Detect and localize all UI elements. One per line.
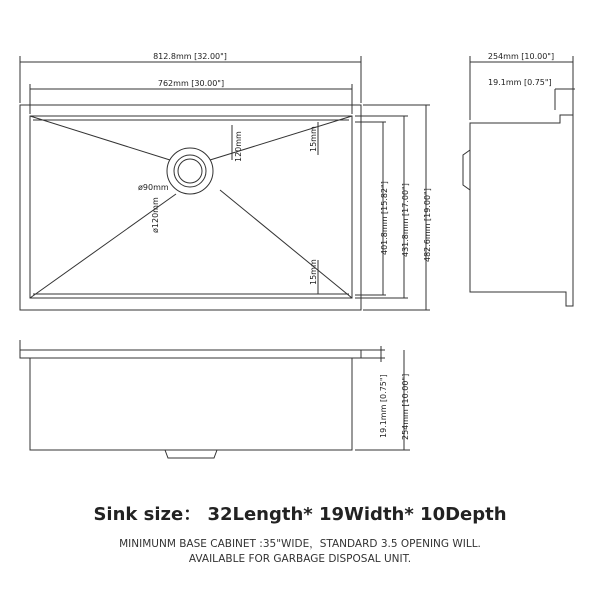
dim-top-inner-width: 762mm [30.00"] — [157, 79, 225, 88]
cabinet-note: MINIMUNM BASE CABINET :35"WIDE，STANDARD 3.5 OPENING WILL. — [119, 538, 481, 550]
dim-drain-dia-outer: ø120mm — [151, 197, 160, 233]
sink-size-title: Sink size： 32Length* 19Width* 10Depth — [93, 504, 507, 525]
front-view — [20, 340, 410, 458]
front-flange — [20, 350, 361, 358]
dim-side-flange: 19.1mm [0.75"] — [488, 78, 552, 87]
dim-front-depth: 254mm [10.00"] — [401, 373, 410, 440]
dim-side-depth: 254mm [10.00"] — [487, 52, 555, 61]
dim-corner-top: 15mm — [309, 126, 318, 152]
dim-outer-depth: 482.6mm [19.00"] — [423, 188, 432, 262]
dim-inner-depth: 401.8mm [15.82"] — [380, 181, 389, 255]
dim-corner-bottom: 15mm — [309, 259, 318, 285]
drain-outlet — [165, 450, 217, 458]
dim-front-flange: 19.1mm [0.75"] — [379, 374, 388, 438]
drain-inner-circle — [174, 155, 206, 187]
sink-side-outline — [470, 115, 573, 306]
dim-drain-dia-inner: ø90mm — [138, 183, 169, 192]
dim-drain-offset: 120mm — [234, 131, 243, 162]
sink-front-outline — [30, 358, 352, 450]
disposal-note: AVAILABLE FOR GARBAGE DISPOSAL UNIT. — [188, 553, 412, 565]
dim-top-outer-width: 812.8mm [32.00"] — [153, 52, 227, 61]
sink-bowl-outline — [30, 116, 352, 298]
dim-middle-depth: 431.8mm [17.00"] — [401, 183, 410, 257]
side-view — [463, 56, 575, 306]
top-view — [20, 56, 430, 310]
